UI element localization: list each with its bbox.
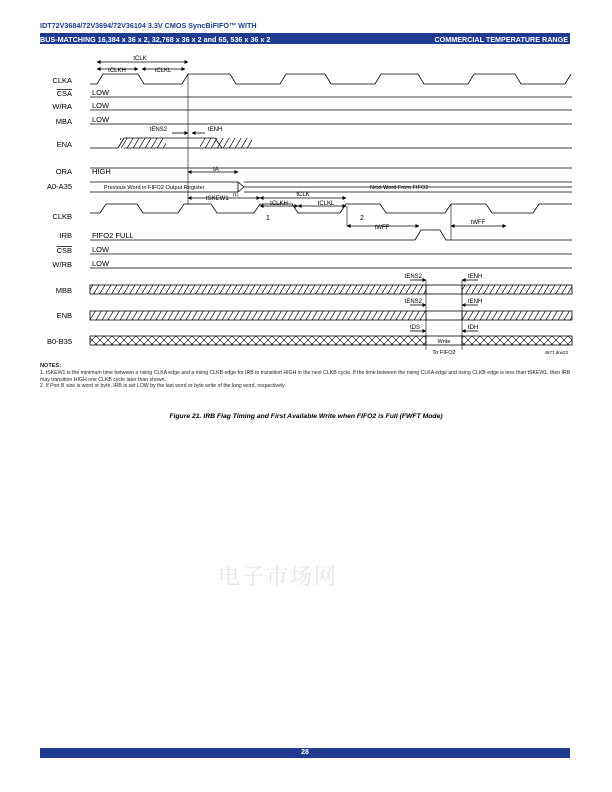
level-wra: LOW xyxy=(92,101,110,110)
signal-csa: CSA xyxy=(56,89,72,98)
mbb-valid xyxy=(426,285,462,294)
mbb-invalid-2 xyxy=(462,285,572,294)
b0b35-invalid-2 xyxy=(462,336,572,345)
signal-a0a35: A0-A35 xyxy=(46,182,72,191)
watermark: 电子市场网 xyxy=(218,565,339,590)
header-title: IDT72V3684/72V3694/72V36104 3.3V CMOS SyncBiFIFO™ WITH xyxy=(40,21,257,30)
label-prev-word: Previous Word in FIFO2 Output Register xyxy=(104,185,205,191)
label-tenh-mbb: tENH xyxy=(468,274,483,280)
level-csb: LOW xyxy=(92,245,110,254)
enb-valid xyxy=(426,311,462,320)
enb-invalid-1 xyxy=(90,311,426,320)
label-tens2-mbb: tENS2 xyxy=(404,274,422,280)
clka-waveform xyxy=(90,74,571,84)
label-drw: 4677 drw23 xyxy=(544,350,568,355)
level-irb: FIFO2 FULL xyxy=(92,231,134,240)
label-ta: tA xyxy=(213,167,219,173)
header-range: COMMERCIAL TEMPERATURE RANGE xyxy=(434,34,568,44)
label-twff-1: tWFF xyxy=(374,225,390,231)
label-tdh: tDH xyxy=(468,325,479,331)
label-twff-2: tWFF xyxy=(470,220,486,226)
enb-invalid-2 xyxy=(462,311,572,320)
signal-csb: CSB xyxy=(56,246,72,255)
signal-mba: MBA xyxy=(55,117,72,126)
signal-ena: ENA xyxy=(56,140,72,149)
label-edge-2: 2 xyxy=(360,215,364,222)
signal-ora: ORA xyxy=(55,167,72,176)
label-tskew-sup: (1) xyxy=(233,192,239,197)
label-tds: tDS xyxy=(409,325,420,331)
b0b35-invalid-1 xyxy=(90,336,426,345)
label-to-fifo2: To FIFO2 xyxy=(432,350,456,356)
figure-caption: Figure 21. IRB Flag Timing and First Available Write when FIFO2 is Full (FWFT Mode) xyxy=(169,413,443,420)
header-subtitle: BUS-MATCHING 16,384 x 36 x 2, 32,768 x 36 x 2 and 65, 536 x 36 x 2 xyxy=(40,34,271,44)
label-tenh-a: tENH xyxy=(208,127,223,133)
signal-clkb: CLKB xyxy=(52,212,72,221)
signal-mbb: MBB xyxy=(55,286,72,295)
label-tskew: tSKEW1 xyxy=(206,196,229,202)
notes-title: NOTES: xyxy=(40,363,62,369)
label-next-word: Next Word From FIFO2 xyxy=(370,185,429,191)
notes-section xyxy=(40,363,572,390)
level-csa: LOW xyxy=(92,88,110,97)
signal-clka: CLKA xyxy=(52,76,72,85)
note-1: 1. tSKEW1 is the minimum time between a rising CLKA edge and a rising CLKB edge for IRB to transition HIGH in the next CLKB cycle. If the time between the rising CLKA edge and rising CLKB edge is less than tSKEW1, then IRB may transition HIGH one CLKB cycle later than shown. xyxy=(40,369,571,383)
ena-invalid-2 xyxy=(200,138,252,148)
label-tclkl: tCLKL xyxy=(154,68,172,74)
level-wrb: LOW xyxy=(92,259,110,268)
page-number: 28 xyxy=(40,748,570,758)
note-2: 2. If Port B size is word or byte, IRB is set LOW by the last word or byte write of the long word, respectively. xyxy=(40,383,286,390)
signal-irb: IRB xyxy=(59,231,72,240)
signal-wra: W/RA xyxy=(52,102,72,111)
label-tclk-b: tCLK xyxy=(296,192,310,198)
signal-enb: ENB xyxy=(56,311,72,320)
label-tens2-a: tENS2 xyxy=(149,127,167,133)
label-tenh-enb: tENH xyxy=(468,299,483,305)
label-write: Write xyxy=(437,339,451,345)
label-tclkh: tCLKH xyxy=(108,68,126,74)
irb-waveform xyxy=(90,230,572,240)
label-tclk: tCLK xyxy=(133,56,147,62)
mbb-invalid-1 xyxy=(90,285,426,294)
ena-invalid-1 xyxy=(120,138,166,148)
level-ora: HIGH xyxy=(92,167,111,176)
label-edge-1: 1 xyxy=(266,215,270,222)
label-tclkh-b: tCLKH xyxy=(270,201,288,207)
label-tclkl-b: tCLKL xyxy=(317,201,335,207)
level-mba: LOW xyxy=(92,115,110,124)
signal-b0b35: B0-B35 xyxy=(46,337,72,346)
timing-diagram xyxy=(0,0,612,360)
label-tens2-enb: tENS2 xyxy=(404,299,422,305)
signal-wrb: W/RB xyxy=(52,260,72,269)
